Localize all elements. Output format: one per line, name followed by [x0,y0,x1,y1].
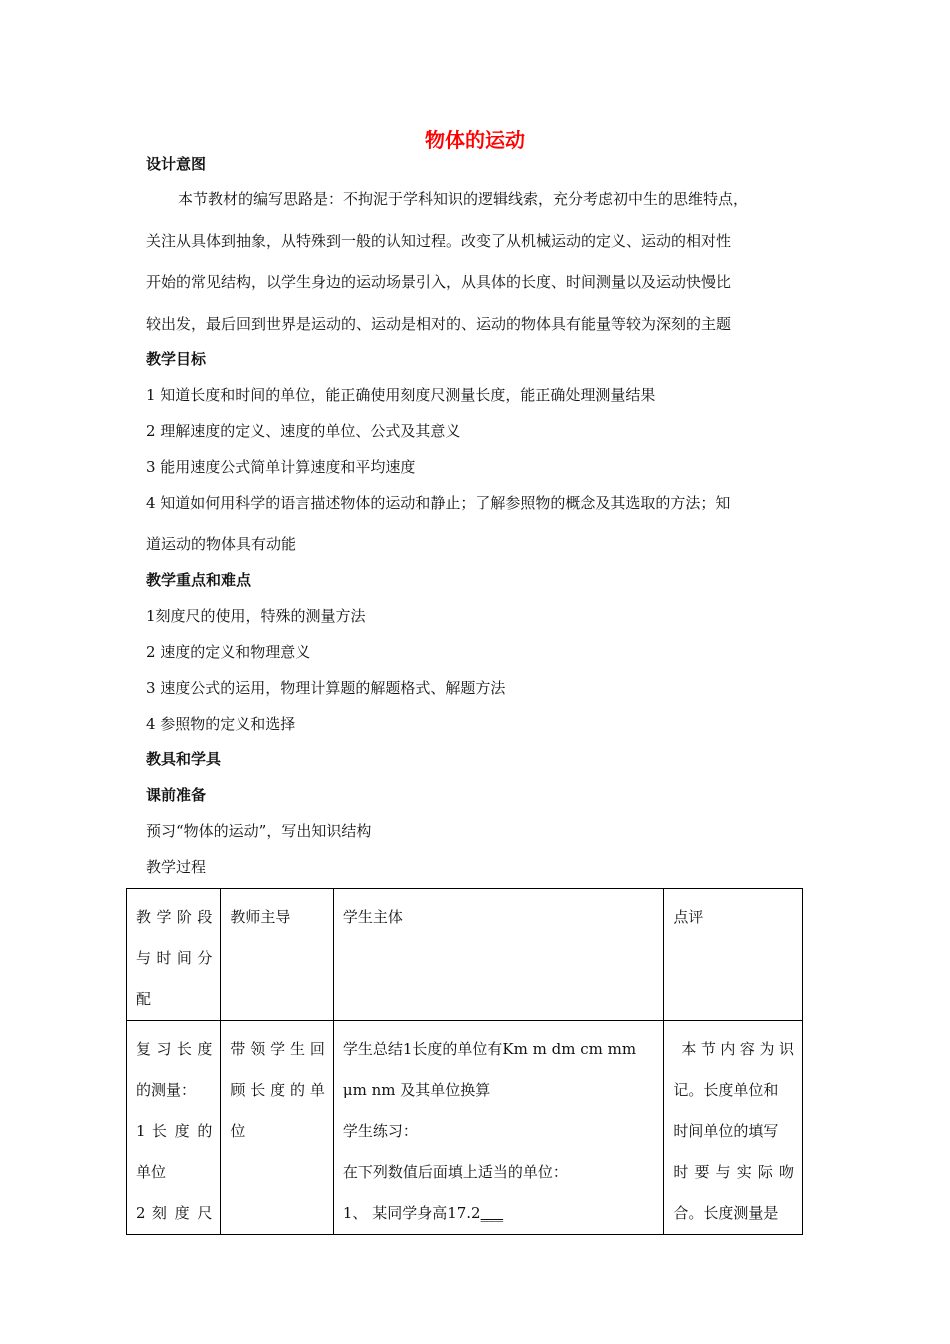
goal-item-continued: 道运动的物体具有动能 [146,535,297,553]
paragraph-line: 本节教材的编写思路是：不拘泥于学科知识的逻辑线索，充分考虑初中生的思维特点， [178,190,749,208]
cell-text: 时 要 与 实 际 吻 [673,1163,794,1181]
heading-prep: 课前准备 [146,786,207,804]
cell-text: 1、 某同学身高17.2 [342,1204,481,1222]
cell-text: μm nm 及其单位换算 [342,1081,491,1099]
paragraph-line: 关注从具体到抽象，从特殊到一般的认知过程。改变了从机械运动的定义、运动的相对性 [146,232,732,250]
cell-text: 时间单位的填写 [673,1122,779,1140]
table-header-row [127,889,803,1021]
prep-text: 预习“物体的运动”，写出知识结构 [146,822,372,840]
heading-key-points: 教学重点和难点 [146,571,252,589]
exercise-line [343,1193,655,1234]
goal-item: 2 理解速度的定义、速度的单位、公式及其意义 [146,422,461,440]
teaching-process-table [126,888,803,1235]
cell-text: 在下列数值后面填上适当的单位： [342,1163,568,1181]
header-student-cell [333,889,663,1021]
key-point-item: 1刻度尺的使用，特殊的测量方法 [146,607,366,625]
cell-text: 带领学生回 [230,1040,325,1058]
comment-cell [664,1021,803,1235]
cell-text: 顾长度的单 [230,1081,325,1099]
table-row [127,1021,803,1235]
paragraph-line: 较出发，最后回到世界是运动的、运动是相对的、运动的物体具有能量等较为深刻的主题 [146,315,732,333]
cell-text: 1 长 度 的 [136,1122,213,1140]
key-point-item: 3 速度公式的运用，物理计算题的解题格式、解题方法 [146,679,506,697]
cell-text: 学生练习： [342,1122,418,1140]
cell-text: 复习长度 [136,1040,213,1058]
cell-text: 教 学 阶 段 [136,908,213,926]
cell-text: 学生主体 [342,908,403,926]
teacher-cell [221,1021,333,1235]
cell-text: 与 时 间 分 [136,949,213,967]
cell-text: 本节内容为识 [681,1040,794,1058]
cell-text: 配 [136,990,152,1008]
cell-text: 点评 [673,908,704,926]
header-comment-cell [664,889,803,1021]
key-point-item: 4 参照物的定义和选择 [146,715,296,733]
paragraph-line: 开始的常见结构，以学生身边的运动场景引入，从具体的长度、时间测量以及运动快慢比 [146,273,732,291]
student-cell [333,1021,663,1235]
cell-text: 单位 [136,1163,167,1181]
key-point-item: 2 速度的定义和物理意义 [146,643,311,661]
heading-design-intent: 设计意图 [146,155,207,173]
goal-item: 4 知道如何用科学的语言描述物体的运动和静止；了解参照物的概念及其选取的方法；知 [146,494,731,512]
document-title: 物体的运动 [425,128,525,152]
cell-text: 教师主导 [230,908,291,926]
cell-text: 的测量： [136,1081,197,1099]
goal-item: 3 能用速度公式简单计算速度和平均速度 [146,458,416,476]
fill-in-blank: ___ [480,1204,504,1222]
stage-cell [127,1021,221,1235]
heading-goals: 教学目标 [146,350,207,368]
cell-text: 合。长度测量是 [673,1204,779,1222]
cell-text: 学生总结1长度的单位有Km m dm cm mm [342,1040,637,1058]
heading-tools: 教具和学具 [146,750,222,768]
goal-item: 1 知道长度和时间的单位，能正确使用刻度尺测量长度，能正确处理测量结果 [146,386,656,404]
cell-text: 位 [230,1122,246,1140]
header-teacher-cell [221,889,333,1021]
header-stage-cell [127,889,221,1021]
process-label: 教学过程 [146,858,207,876]
cell-text: 2 刻 度 尺 [136,1204,213,1222]
cell-text: 记。长度单位和 [673,1081,779,1099]
